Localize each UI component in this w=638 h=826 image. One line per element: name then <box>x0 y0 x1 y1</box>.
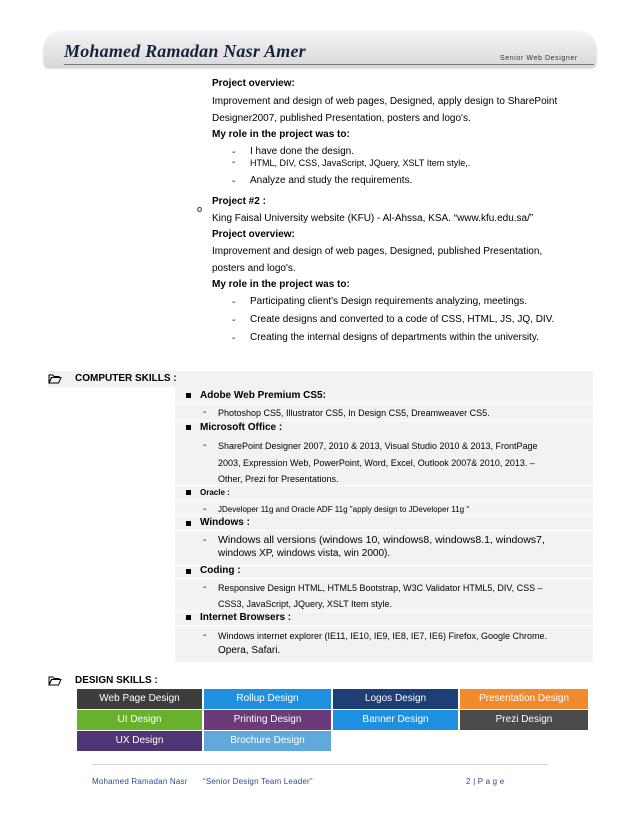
square-bullet-icon <box>186 490 191 495</box>
skill-group-adobe: Adobe Web Premium CS5: <box>200 390 326 401</box>
project1-overview-line2: Designer2007, published Presentation, posters and logo's. <box>212 113 471 124</box>
project2-item2: Create designs and converted to a code of CSS, HTML, JS, JQ, DIV. <box>250 314 555 325</box>
header-role: Senior Web Designer <box>500 55 578 62</box>
folder-icon <box>48 374 62 384</box>
dash-marker: - <box>232 333 236 344</box>
header-name: Mohamed Ramadan Nasr Amer <box>64 41 306 61</box>
folder-icon <box>48 676 62 686</box>
project1-item3: Analyze and study the requirements. <box>250 175 413 186</box>
design-skill-cell: UX Design <box>77 731 202 751</box>
dash-marker: - <box>203 440 207 451</box>
dash-marker: - <box>232 315 236 326</box>
project2-item3: Creating the internal designs of departments within the university. <box>250 332 539 343</box>
project2-overview-label: Project overview: <box>212 229 295 240</box>
row-divider <box>175 578 593 579</box>
project2-site: King Faisal University website (KFU) - Al-Ahssa, KSA. “www.kfu.edu.sa/” <box>212 213 534 224</box>
skill-group-microsoft: Microsoft Office : <box>200 422 283 433</box>
skill-coding-line1: Responsive Design HTML, HTML5 Bootstrap, W3C Validator HTML5, DIV, CSS – <box>218 583 543 593</box>
square-bullet-icon <box>186 521 191 526</box>
dash-marker: - <box>232 157 236 168</box>
design-skill-cell: Banner Design <box>333 710 458 730</box>
design-skill-cell: Logos Design <box>333 689 458 709</box>
design-skill-cell: Brochure Design <box>204 731 331 751</box>
dash-marker: - <box>203 407 207 418</box>
skill-adobe-line1: Photoshop CS5, Illustrator CS5, In Design CS5, Dreamweaver CS5. <box>218 408 490 418</box>
footer-divider <box>92 764 548 765</box>
header-divider <box>64 64 594 65</box>
square-bullet-icon <box>186 393 191 398</box>
skill-group-coding: Coding : <box>200 565 241 576</box>
dash-marker: - <box>232 147 236 158</box>
design-skill-cell: Rollup Design <box>204 689 331 709</box>
skill-group-oracle: Oracle : <box>200 488 230 497</box>
skill-browsers-line1: Windows internet explorer (IE11, IE10, IE9, IE8, IE7, IE6) Firefox, Google Chrome. <box>218 631 547 641</box>
skill-microsoft-line2: 2003, Expression Web, PowerPoint, Word, Excel, Outlook 2007& 2010, 2013. – <box>218 458 535 468</box>
project1-item2: HTML, DIV, CSS, JavaScript, JQuery, XSLT Item style,. <box>250 158 471 168</box>
row-divider <box>175 500 593 501</box>
row-divider <box>175 403 593 404</box>
square-bullet-icon <box>186 425 191 430</box>
square-bullet-icon <box>186 569 191 574</box>
row-divider <box>175 625 593 626</box>
skill-windows-line2: windows XP, windows vista, win 2000). <box>218 548 391 559</box>
project1-overview-label: Project overview: <box>212 78 295 89</box>
row-divider <box>175 420 593 421</box>
row-divider <box>175 485 593 486</box>
project2-overview-line2: posters and logo's. <box>212 263 296 274</box>
skill-microsoft-line1: SharePoint Designer 2007, 2010 & 2013, Visual Studio 2010 & 2013, FrontPage <box>218 441 538 451</box>
dash-marker: - <box>203 630 207 641</box>
project2-item1: Participating client's Design requirements analyzing, meetings. <box>250 296 528 307</box>
skill-browsers-line2: Opera, Safari. <box>218 645 281 656</box>
project1-item1: I have done the design. <box>250 146 354 157</box>
project2-role-label: My role in the project was to: <box>212 279 350 290</box>
computer-skills-title: COMPUTER SKILLS : <box>75 373 177 384</box>
dash-marker: - <box>232 297 236 308</box>
dash-marker: - <box>203 504 207 515</box>
design-skill-cell: Prezi Design <box>460 710 588 730</box>
design-skill-cell: Web Page Design <box>77 689 202 709</box>
design-skill-cell: Presentation Design <box>460 689 588 709</box>
dash-marker: - <box>203 535 207 546</box>
footer-page-number: 2 | P a g e <box>466 777 505 786</box>
skill-coding-line2: CSS3, JavaScript, JQuery, XSLT Item style. <box>218 599 393 609</box>
footer-name: Mohamed Ramadan Nasr <box>92 777 188 786</box>
dash-marker: - <box>232 176 236 187</box>
skill-microsoft-line3: Other, Prezi for Presentations. <box>218 474 339 484</box>
skill-group-windows: Windows : <box>200 517 250 528</box>
design-skill-cell: Printing Design <box>204 710 331 730</box>
circle-bullet-icon: o <box>197 204 203 214</box>
square-bullet-icon <box>186 615 191 620</box>
row-divider <box>175 530 593 531</box>
project2-title: Project #2 : <box>212 196 266 207</box>
project1-overview-line1: Improvement and design of web pages, Designed, apply design to SharePoint <box>212 96 558 107</box>
skill-group-browsers: Internet Browsers : <box>200 612 292 623</box>
project2-overview-line1: Improvement and design of web pages, Designed, published Presentation, <box>212 246 543 257</box>
design-skills-title: DESIGN SKILLS : <box>75 675 158 686</box>
skill-oracle-line1: JDeveloper 11g and Oracle ADF 11g "apply design to JDeveloper 11g " <box>218 505 470 514</box>
footer-title: “Senior Design Team Leader” <box>203 777 313 786</box>
project1-role-label: My role in the project was to: <box>212 129 350 140</box>
design-skill-cell: UI Design <box>77 710 202 730</box>
skill-windows-line1: Windows all versions (windows 10, windows8, windows8.1, windows7, <box>218 534 545 546</box>
dash-marker: - <box>203 582 207 593</box>
